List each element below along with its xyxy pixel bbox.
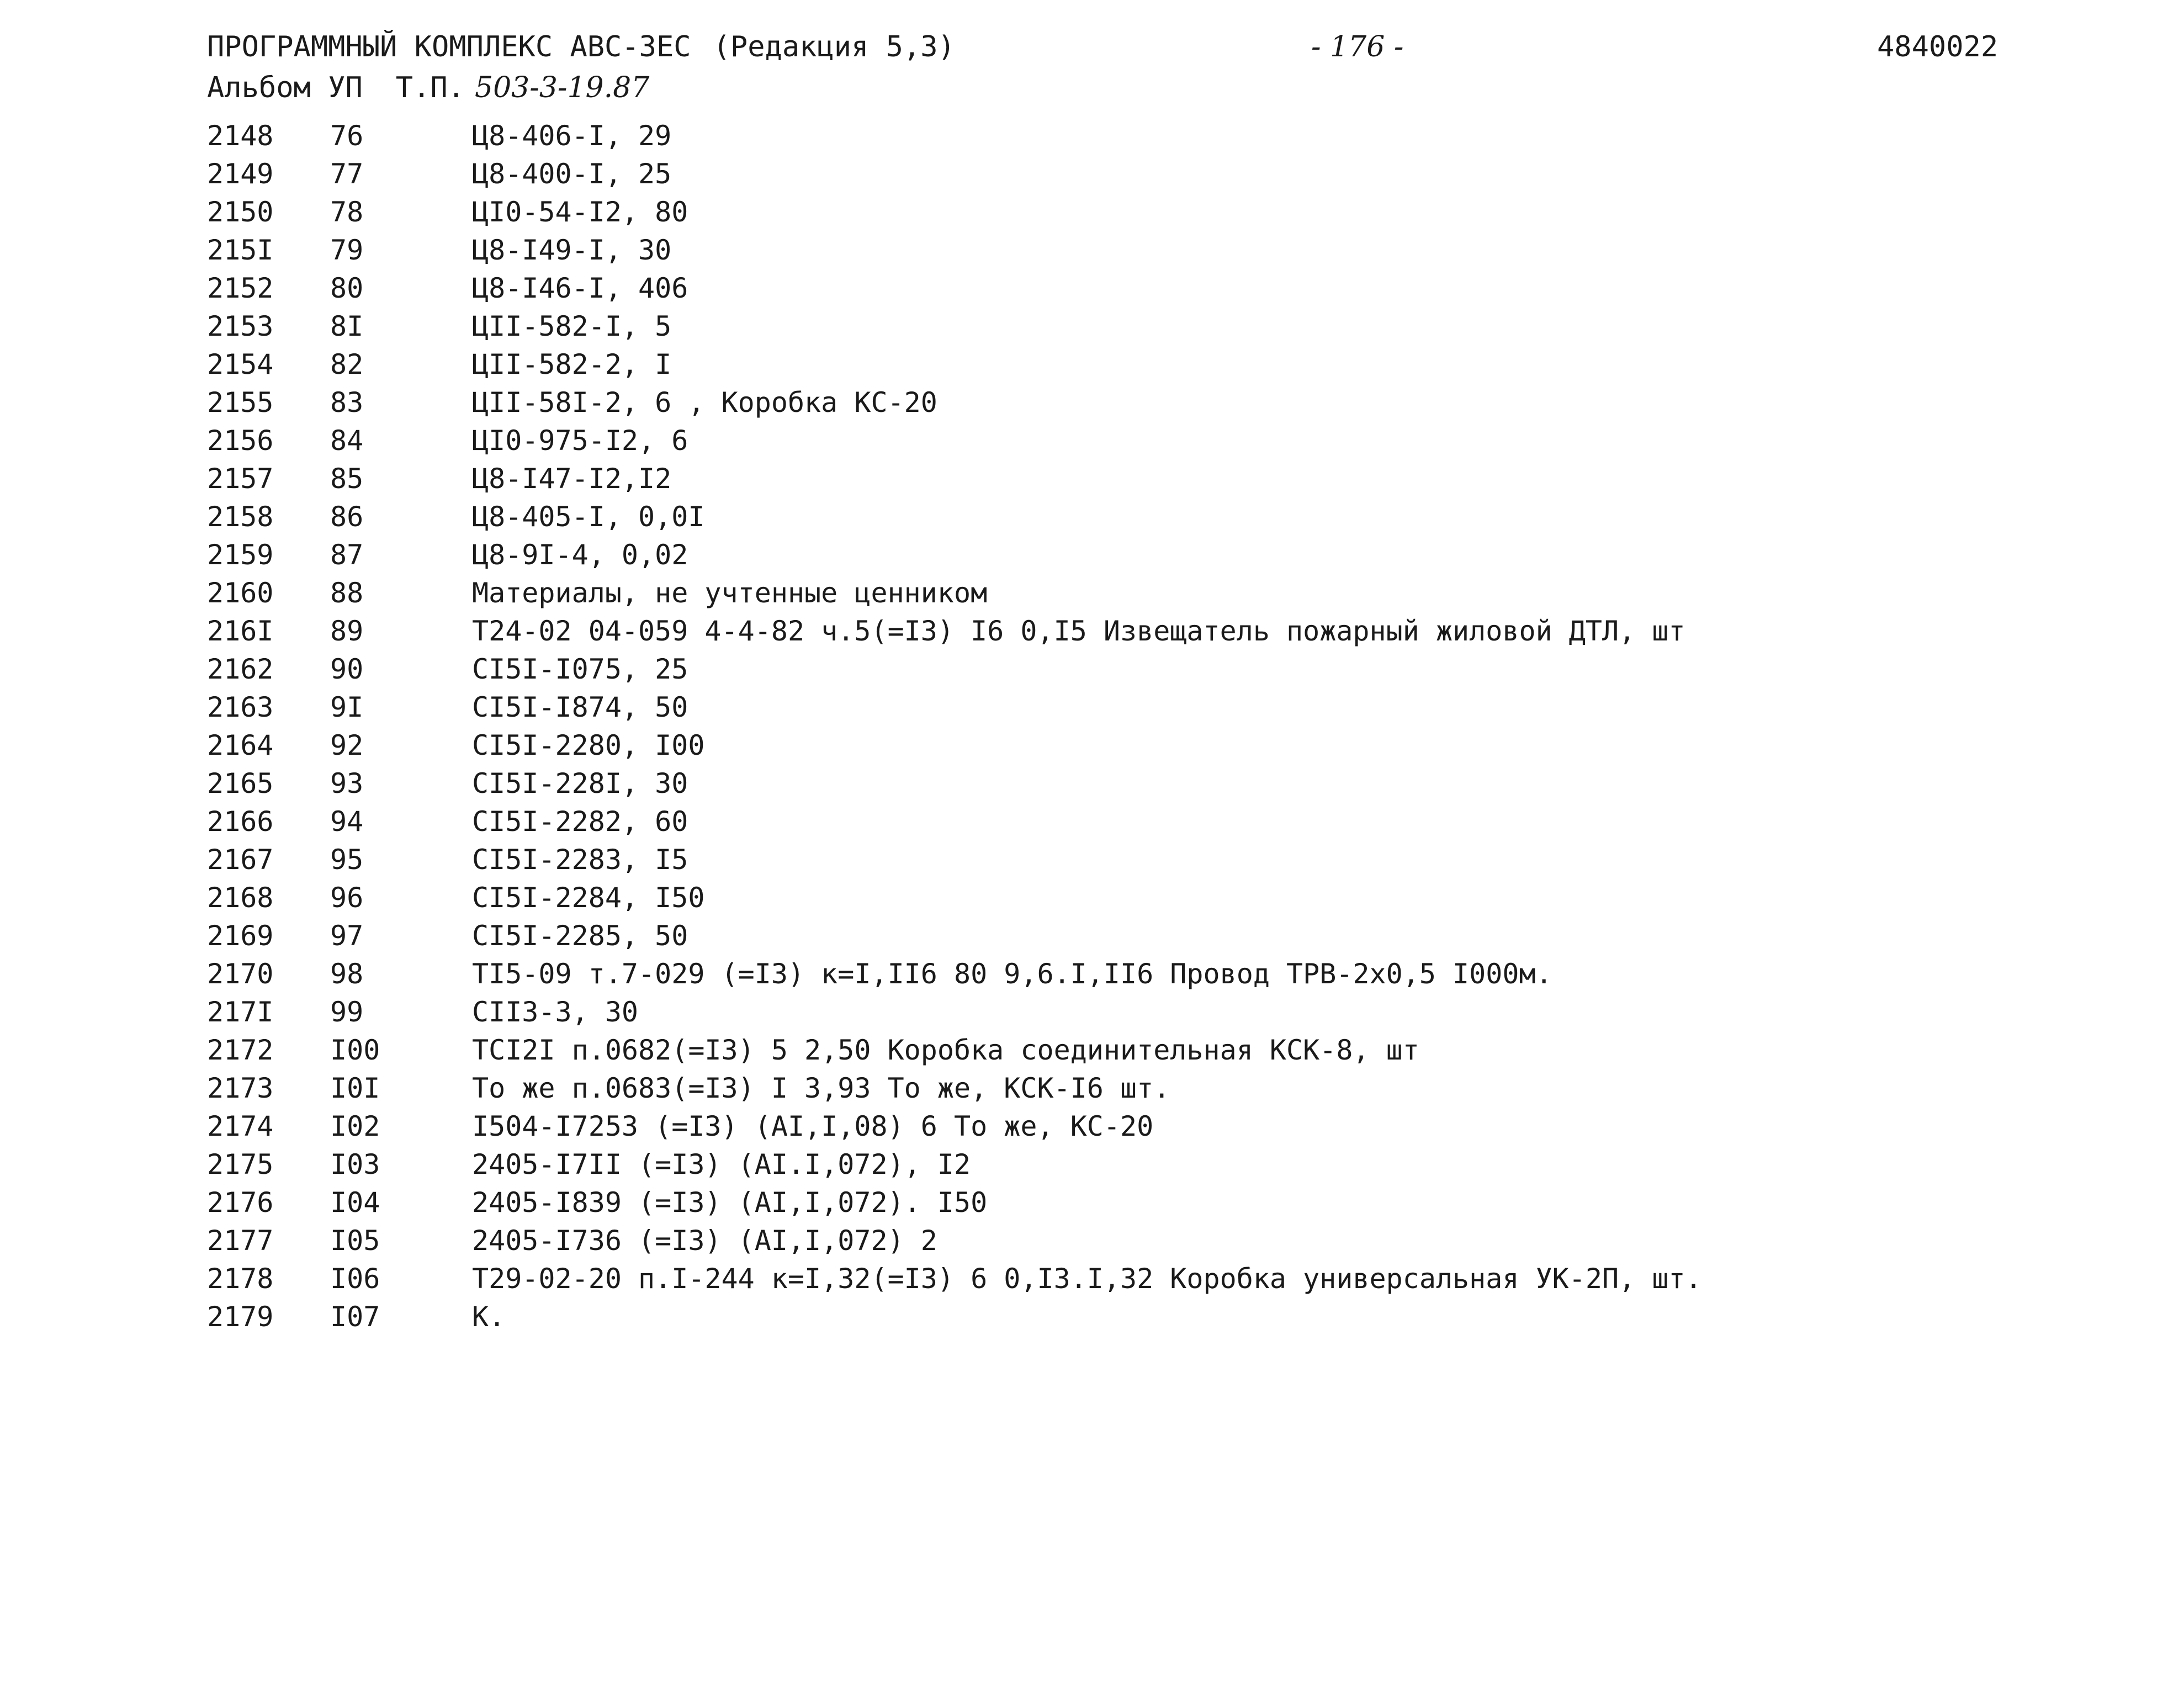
line-text: СI5I-I874, 50	[472, 691, 688, 723]
position-number: 97	[330, 920, 364, 952]
line-number: 216I	[207, 615, 274, 647]
line-number: 2165	[207, 767, 274, 799]
line-number: 2178	[207, 1263, 274, 1295]
line-text: СII3-3, 30	[472, 996, 639, 1028]
position-number: 85	[330, 463, 364, 495]
position-number: 80	[330, 272, 364, 304]
line-number: 215I	[207, 234, 274, 266]
line-text: Ц8-405-I, 0,0I	[472, 501, 705, 533]
line-number: 2173	[207, 1072, 274, 1104]
line-number: 2158	[207, 501, 274, 533]
line-text: ЦI0-54-I2, 80	[472, 196, 688, 228]
line-number: 2156	[207, 425, 274, 457]
position-number: 98	[330, 958, 364, 990]
line-number: 217I	[207, 996, 274, 1028]
position-number: 89	[330, 615, 364, 647]
position-number: 83	[330, 386, 364, 419]
line-text: 2405-I839 (=I3) (АI,I,072). I50	[472, 1186, 988, 1219]
line-text: ЦII-582-I, 5	[472, 310, 672, 342]
line-number: 2150	[207, 196, 274, 228]
line-number: 2154	[207, 348, 274, 380]
position-number: 88	[330, 577, 364, 609]
album-line	[207, 70, 649, 106]
line-number: 2163	[207, 691, 274, 723]
position-number: I05	[330, 1225, 380, 1257]
position-number: 94	[330, 806, 364, 838]
line-text: Ц8-I46-I, 406	[472, 272, 688, 304]
line-text: СI5I-2285, 50	[472, 920, 688, 952]
position-number: 8I	[330, 310, 364, 342]
position-number: I04	[330, 1186, 380, 1219]
position-number: 92	[330, 729, 364, 761]
line-text: 2405-I7II (=I3) (АI.I,072), I2	[472, 1148, 971, 1180]
line-text: Ц8-406-I, 29	[472, 120, 672, 152]
position-number: I03	[330, 1148, 380, 1180]
line-number: 2164	[207, 729, 274, 761]
position-number: I00	[330, 1034, 380, 1066]
line-number: 2168	[207, 882, 274, 914]
position-number: 84	[330, 425, 364, 457]
program-title: ПРОГРАММНЫЙ КОМПЛЕКС АВС-ЗЕС	[207, 30, 691, 63]
line-number: 2149	[207, 158, 274, 190]
line-number: 2160	[207, 577, 274, 609]
position-number: 9I	[330, 691, 364, 723]
line-number: 2175	[207, 1148, 274, 1180]
position-number: I02	[330, 1110, 380, 1142]
album-label: Альбом УП	[207, 71, 363, 104]
position-number: 93	[330, 767, 364, 799]
position-number: 78	[330, 196, 364, 228]
line-text: СI5I-2280, I00	[472, 729, 705, 761]
edition-label: (Редакция 5,3)	[713, 30, 955, 63]
tp-number: 503-3-19.87	[475, 71, 650, 104]
position-number: 79	[330, 234, 364, 266]
position-number: 99	[330, 996, 364, 1028]
line-text: ЦII-582-2, I	[472, 348, 672, 380]
line-text: СI5I-2282, 60	[472, 806, 688, 838]
line-number: 2148	[207, 120, 274, 152]
line-text: СI5I-I075, 25	[472, 653, 688, 685]
position-number: I06	[330, 1263, 380, 1295]
line-number: 2174	[207, 1110, 274, 1142]
line-number: 2152	[207, 272, 274, 304]
position-number: 96	[330, 882, 364, 914]
position-number: I0I	[330, 1072, 380, 1104]
line-text: Ц8-I49-I, 30	[472, 234, 672, 266]
line-text: ЦI0-975-I2, 6	[472, 425, 688, 457]
line-text: ЦII-58I-2, 6 , Коробка КС-20	[472, 386, 937, 419]
line-number: 2169	[207, 920, 274, 952]
line-number: 2170	[207, 958, 274, 990]
line-text: То же п.0683(=I3) I 3,93 То же, КСК-I6 шт.	[472, 1072, 1170, 1104]
line-text: ТСI2I п.0682(=I3) 5 2,50 Коробка соединительная КСК-8, шт	[472, 1034, 1419, 1066]
line-text: Т24-02 04-059 4-4-82 ч.5(=I3) I6 0,I5 Извещатель пожарный жиловой ДТЛ, шт	[472, 615, 1685, 647]
position-number: 87	[330, 539, 364, 571]
line-text: Ц8-400-I, 25	[472, 158, 672, 190]
line-text: СI5I-2284, I50	[472, 882, 705, 914]
line-number: 2155	[207, 386, 274, 419]
line-number: 2179	[207, 1301, 274, 1333]
line-number: 2172	[207, 1034, 274, 1066]
line-text: Ц8-I47-I2,I2	[472, 463, 672, 495]
line-number: 2167	[207, 844, 274, 876]
program-header	[207, 29, 955, 65]
tp-label: Т.П.	[395, 71, 465, 104]
line-number: 2153	[207, 310, 274, 342]
line-text: 2405-I736 (=I3) (АI,I,072) 2	[472, 1225, 937, 1257]
line-text: К.	[472, 1301, 506, 1333]
position-number: 86	[330, 501, 364, 533]
line-text: Материалы, не учтенные ценником	[472, 577, 988, 609]
line-number: 2159	[207, 539, 274, 571]
position-number: 77	[330, 158, 364, 190]
document-code: 4840022	[1877, 30, 1999, 63]
position-number: 95	[330, 844, 364, 876]
line-text: I504-I7253 (=I3) (АI,I,08) 6 То же, КС-20	[472, 1110, 1154, 1142]
line-number: 2177	[207, 1225, 274, 1257]
page-number: - 176 -	[1311, 30, 1404, 63]
line-number: 2162	[207, 653, 274, 685]
line-text: ТI5-09 т.7-029 (=I3) к=I,II6 80 9,6.I,II6 Провод ТРВ-2х0,5 I000м.	[472, 958, 1552, 990]
position-number: I07	[330, 1301, 380, 1333]
line-text: СI5I-2283, I5	[472, 844, 688, 876]
line-text: СI5I-228I, 30	[472, 767, 688, 799]
line-text: Т29-02-20 п.I-244 к=I,32(=I3) 6 0,I3.I,32 Коробка универсальная УК-2П, шт.	[472, 1263, 1702, 1295]
line-number: 2176	[207, 1186, 274, 1219]
line-number: 2166	[207, 806, 274, 838]
line-number: 2157	[207, 463, 274, 495]
line-text: Ц8-9I-4, 0,02	[472, 539, 688, 571]
position-number: 90	[330, 653, 364, 685]
position-number: 82	[330, 348, 364, 380]
position-number: 76	[330, 120, 364, 152]
